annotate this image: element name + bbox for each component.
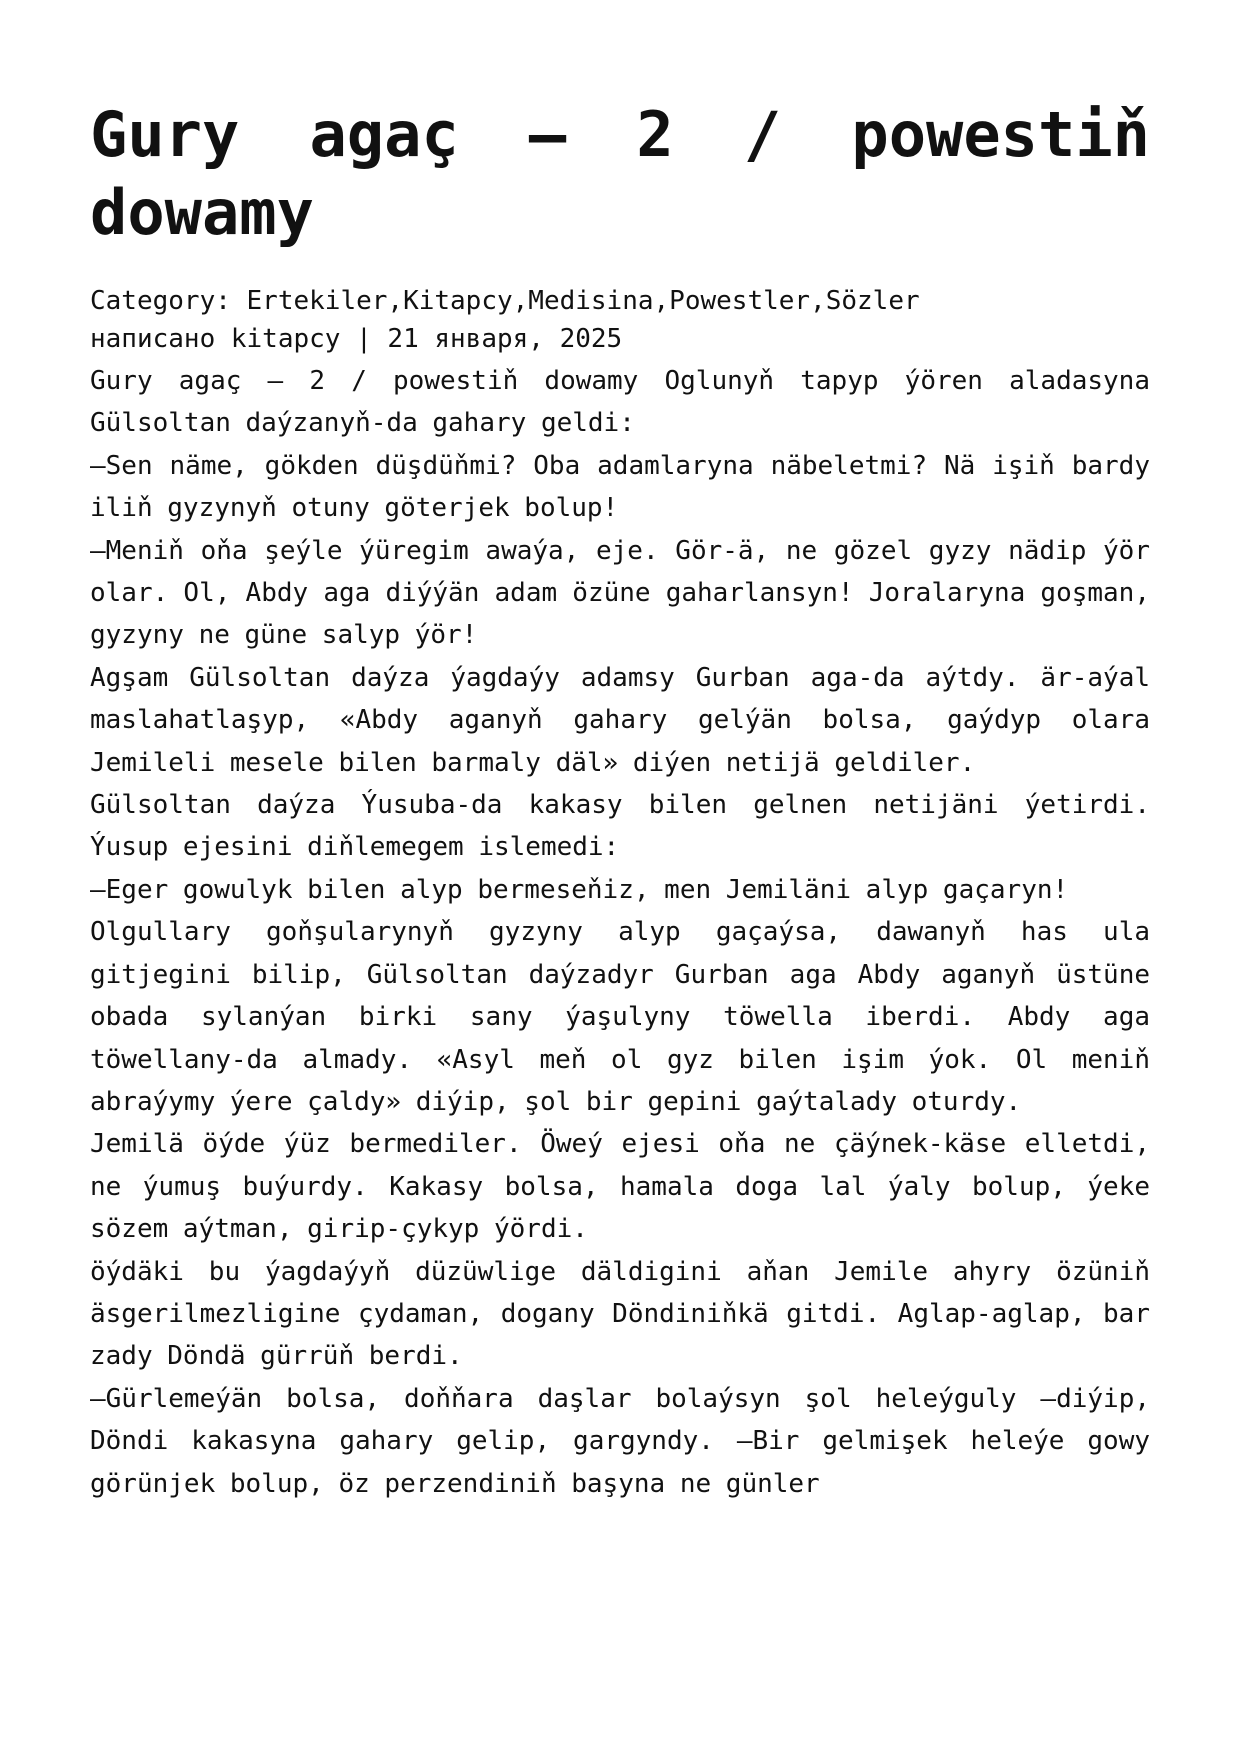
paragraph: öýdäki bu ýagdaýyň düzüwlige däldigini aňan Jemile ahyry özüniň äsgerilmezligine çydaman, dogany Döndiniňkä gitdi. Aglap-aglap, bar zady Döndä gürrüň berdi.: [90, 1256, 1150, 1372]
article-title: Gury agaç – 2 / powestiň dowamy: [90, 98, 1150, 249]
paragraph: Olgullary goňşularynyň gyzyny alyp gaçaýsa, dawanyň has ula gitjegini bilip, Gülsoltan daýzadyr Gurban aga Abdy aganyň üstüne obada sylanýan birki sany ýaşulyny töwella iberdi. Abdy aga töwellany-da almady. «Asyl meň ol gyz bilen işim ýok. Ol meniň abraýymy ýere çaldy» diýip, şol bir gepini gaýtalady oturdy.: [90, 917, 1150, 1117]
category-line: Category: Ertekiler,Kitapcy,Medisina,Powestler,Sözler: [90, 286, 920, 316]
byline: написано kitapcy | 21 января, 2025: [90, 324, 623, 354]
paragraph: —Meniň oňa şeýle ýüregim awaýa, eje. Gör-ä, ne gözel gyzy nädip ýör olar. Ol, Abdy aga diýýän adam özüne gaharlansyn! Joralaryna goşman, gyzyny ne güne salyp ýör!: [90, 535, 1150, 651]
paragraph: Gülsoltan daýza Ýusuba-da kakasy bilen gelnen netijäni ýetirdi. Ýusup ejesini diňlemegem islemedi:: [90, 790, 1150, 863]
paragraph: —Eger gowulyk bilen alyp bermeseňiz, men Jemiläni alyp gaçaryn!: [90, 874, 1069, 905]
article-body: [90, 360, 1150, 1505]
paragraph: Agşam Gülsoltan daýza ýagdaýy adamsy Gurban aga-da aýtdy. är-aýal maslahatlaşyp, «Abdy aganyň gahary gelýän bolsa, gaýdyp olara Jemileli mesele bilen barmaly däl» diýen netijä geldiler.: [90, 662, 1150, 778]
paragraph: Jemilä öýde ýüz bermediler. Öweý ejesi oňa ne çäýnek-käse elletdi, ne ýumuş buýurdy. Kakasy bolsa, hamala doga lal ýaly bolup, ýeke sözem aýtman, girip-çykyp ýördi.: [90, 1129, 1150, 1245]
paragraph: —Gürlemeýän bolsa, doňňara daşlar bolaýsyn şol heleýguly —diýip, Döndi kakasyna gahary gelip, gargyndy. —Bir gelmişek heleýe gowy görünjek bolup, öz perzendiniň başyna ne günler: [90, 1383, 1150, 1499]
article: [90, 96, 1150, 1505]
paragraph: Gury agaç – 2 / powestiň dowamy Oglunyň tapyp ýören aladasyna Gülsoltan daýzanyň-da gahary geldi:: [90, 366, 1150, 439]
paragraph: —Sen näme, gökden düşdüňmi? Oba adamlaryna näbeletmi? Nä işiň bardy iliň gyzynyň otuny göterjek bolup!: [90, 450, 1150, 524]
